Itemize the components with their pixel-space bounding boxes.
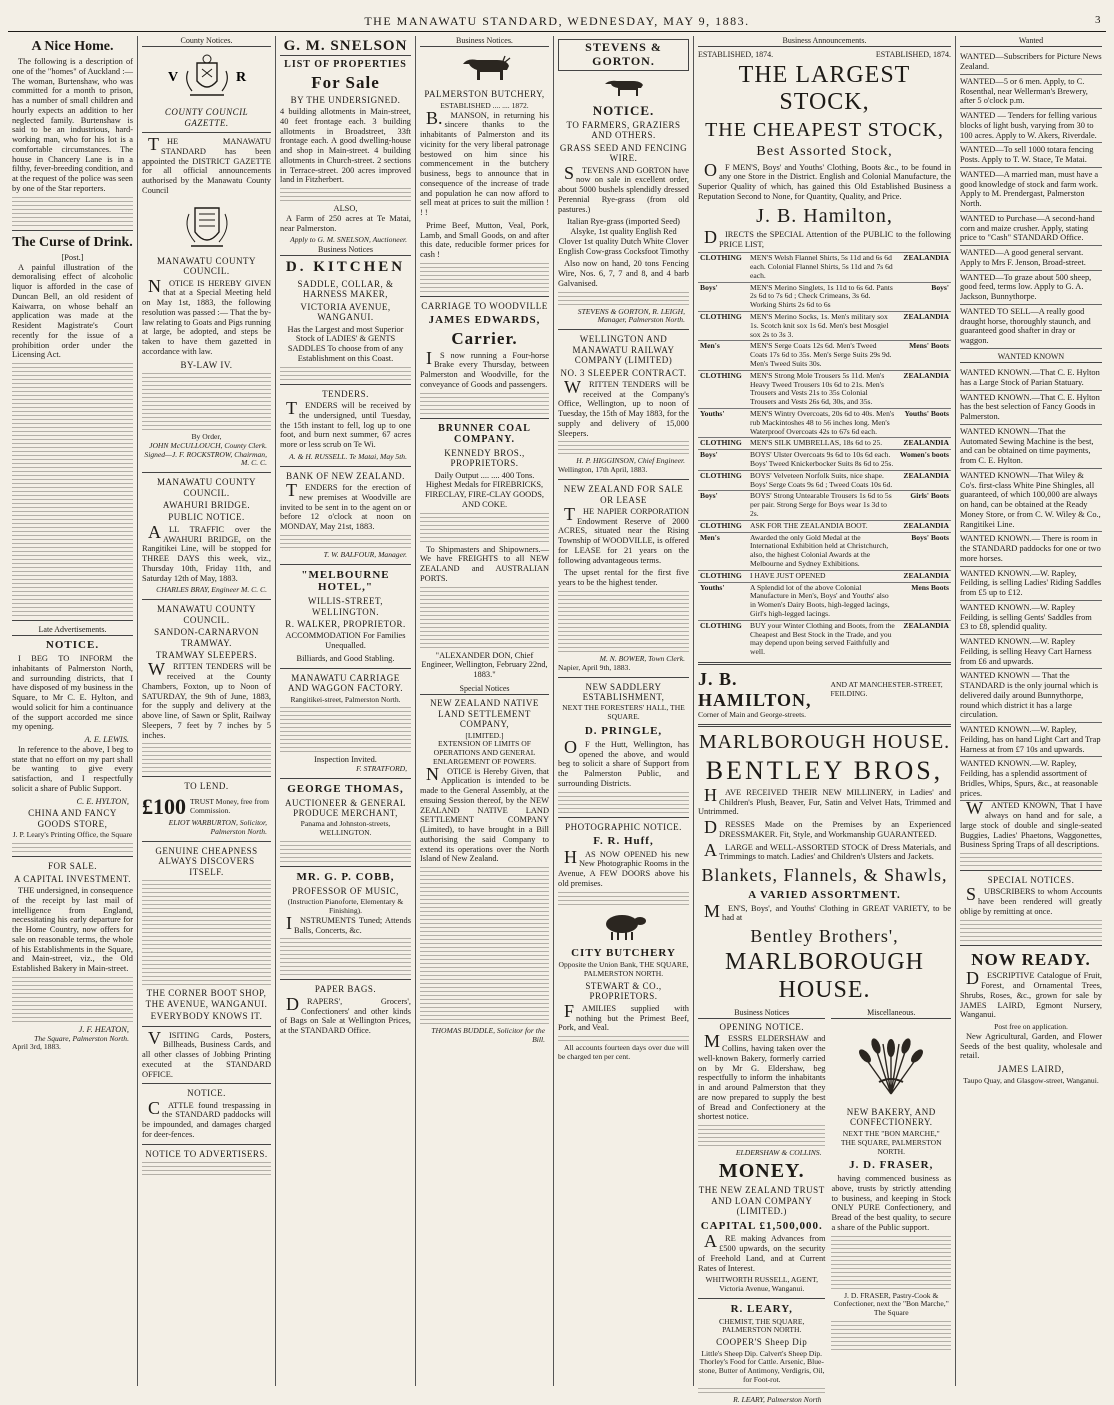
row-label-right: ZEALANDIA — [897, 253, 951, 282]
wanted-ad: WANTED—To graze about 500 sheep, good feed, terms low. Apply to G. A. Jackson, Bunnythorpe. — [960, 271, 1102, 305]
sleeper-contract: NO. 3 SLEEPER CONTRACT. — [560, 367, 687, 378]
melbourne-title: "MELBOURNE HOTEL," — [301, 568, 390, 594]
bon-marche: NEXT THE "BON MARCHE," — [842, 1128, 940, 1138]
row-label-left: CLOTHING — [698, 312, 748, 341]
row-label-left: Youths' — [698, 582, 748, 620]
wanted-known-ad: WANTED KNOWN—That the Automated Sewing Machine is the best, and can be obtained on time payments, from C. E. Hylton. — [960, 425, 1102, 469]
dresses-text: DRESSES Made on the Premises by an Experienced DRESSMAKER. Fit, Style, and Workmanship GUARANTEED. — [704, 817, 951, 839]
foresters-address: NEXT THE FORESTERS' HALL, THE SQUARE. — [562, 703, 685, 722]
opening-notice: OPENING NOTICE. — [719, 1022, 804, 1033]
butchery-established: ESTABLISHED .... .... 1872. — [440, 100, 529, 110]
row-description: Awarded the only Gold Medal at the International Exhibition held at Christchurch, also, the highest Colonial Awards at the Melbourne and Sydney Exhibitions. — [748, 532, 897, 570]
column-3 — [276, 36, 416, 1386]
also-label: ALSO, — [333, 204, 358, 214]
catalogue-text: DESCRIPTIVE Catalogue of Fruit, Forest, and Ornamental Trees, Shrubs, Roses, &c., grown for sale by JAMES LAIRD, Egmont Nursery, Wanganui. — [960, 968, 1102, 1020]
cheapest-stock: THE CHEAPEST STOCK, — [705, 119, 944, 142]
rent-text: The upset rental for the first five years to be the highest tender. — [558, 568, 689, 588]
russell-signature: A. & H. RUSSELL. Te Matai, May 5th. — [289, 451, 407, 461]
cash-text: All accounts fourteen days over due will be charged ten per cent. — [558, 1043, 689, 1061]
higginson-signature: H. P. HIGGINSON, Chief Engineer. — [576, 456, 685, 466]
price-list-row — [698, 312, 951, 341]
wire-text: Also now on hand, 20 tons Fencing Wire, Nos. 6, 7, 7 and 8, and 4 barb Galvanised. — [558, 259, 689, 288]
alexander-don: "ALEXANDER DON, Chief Engineer, Wellington, February 22nd, 1883." — [421, 650, 548, 680]
daily-output: Daily Output .... .... 400 Tons. — [434, 470, 535, 480]
price-list-row — [698, 532, 951, 570]
column-5 — [554, 36, 694, 1386]
printing-office: J. P. Leary's Printing Office, the Square — [12, 830, 133, 840]
bower-signature: M. N. BOWER, Town Clerk. — [599, 653, 685, 663]
union-bank-address: Opposite the Union Bank, THE SQUARE, PALMERSTON NORTH. — [558, 960, 689, 979]
row-description: MEN'S Merino Socks, 1s. Men's military sox 1s. Scotch knit sox 1s 6d. Men's best Mosgiel sox 2s to 3s 3. — [748, 312, 897, 341]
wanted-known-ad: WANTED KNOWN.—W. Rapley, Feilding, has a splendid assortment of Bridles, Whips, Spurs, &c., at reasonable prices. — [960, 757, 1102, 801]
tenders-title: TENDERS. — [322, 388, 369, 399]
butchery-title: PALMERSTON BUTCHERY, — [424, 89, 545, 100]
prime-text: Prime Beef, Mutton, Veal, Pork, Lamb, and Small Goods, on and after this date, reducible former prices for cash ! — [420, 220, 549, 259]
row-description: MEN'S Welsh Flannel Shirts, 5s 11d and 6s 6d each. Colonial Flannel Shirts, 5s 11d and 7s 6d each. — [748, 253, 897, 282]
trust-company: THE NEW ZEALAND TRUST AND LOAN COMPANY (LIMITED.) — [698, 1185, 825, 1217]
seeds-text: New Agricultural, Garden, and Flower Seeds of the best quality, wholesale and retail. — [960, 1031, 1102, 1061]
capital-title: A CAPITAL INVESTMENT. — [13, 873, 132, 884]
seed-list: Italian Rye-grass (imported Seed) Alsyke, 1st quality English Red Clover 1st quality Dutch White Clover English Cow-grass Cocksfoot Timothy — [558, 217, 689, 256]
row-description: BOYS' Strong Untearable Trousers 1s 6d to 5s per pair. Strong Serge for Boys wear 1s 3d to 2s. — [748, 491, 897, 520]
row-label-left: CLOTHING — [698, 470, 748, 491]
business-notices-header-2: Business Notices. — [420, 36, 549, 47]
property-list: 4 building allotments in Main-street, 40 feet frontage each. 3 building allotments in Broadstreet, 33ft frontage each. A good dwelling-house and shop in Main-street. 4 building allotments in Church-street. 2 sections in Terrace-street. 200 acres improved land in Fitzherbert. — [280, 107, 411, 185]
row-description: MEN'S Serge Coats 12s 6d. Men's Tweed Coats 17s 6d to 35s. Men's Serge Suits 29s 9d. Men's Tweed Suits 30s. — [748, 341, 897, 370]
awahuri-title: AWAHURI BRIDGE. — [162, 500, 251, 511]
snelson-title: G. M. SNELSON — [280, 38, 411, 56]
money-title: MONEY. — [718, 1160, 805, 1183]
to-lend-title: TO LEND. — [184, 781, 229, 792]
napier-date: Napier, April 9th, 1883. — [558, 662, 631, 672]
wanted-known-ad: WANTED KNOWN.—That C. E. Hylton has a Large Stock of Parian Statuary. — [960, 366, 1102, 391]
wanted-header: Wanted — [960, 36, 1102, 47]
row-description: BOYS' Velveteen Norfolk Suits, nice shape. Boys' Serge Coats 9s 6d ; Tweed Coats 10s 6d. — [748, 470, 897, 491]
price-list-row — [698, 620, 951, 658]
gazette-text: THE MANAWATU STANDARD has been appointed the DISTRICT GAZETTE for all official announcements authorised by the Manawatu County Council — [142, 134, 271, 195]
council-title-2: MANAWATU COUNTY COUNCIL. — [156, 477, 257, 498]
wheatsheaf-icon — [831, 1023, 951, 1103]
awahuri-text: ALL TRAFFIC over the AWAHURI BRIDGE, on the Rangitikei Line, will be stopped for THREE DAYS this week, viz., Thursday 10th, Friday 11th, and Saturday 12th of May, 1883. — [142, 521, 271, 583]
capital-text: THE undersigned, in consequence of the receipt by last mail of intelligence from England, necessitating his early departure for the Home Country, now offers for sale on reasonable terms, the whole of his Establishments in the Square, and Main-street, viz., the Old Established Bakery in Main-street. — [12, 886, 133, 974]
mccullough-signature: JOHN McCULLOUCH, County Clerk. — [149, 440, 267, 450]
row-description: I HAVE JUST OPENED — [748, 570, 897, 582]
row-label-right: Mens Boots — [897, 582, 951, 620]
dip-list: Little's Sheep Dip. Calvert's Sheep Dip. Thorley's Food for Cattle. Arsenic, Blue-stone, Butter of Antimony, Verdigris, Oil, for Foot-rot. — [698, 1348, 825, 1385]
tenders-text: TENDERS will be received by the undersigned, until Tuesday, the 15th instant to fell, log up to one foot, and burn next summer, 67 acres more or less scrub on Te Wi. — [280, 398, 411, 450]
walker-proprietor: R. WALKER, PROPRIETOR. — [285, 618, 406, 629]
masthead — [8, 14, 1106, 32]
largest-stock: THE LARGEST STOCK, — [738, 61, 911, 116]
business-announcements-header: Business Announcements. — [698, 36, 951, 47]
pringle-text: OF the Hutt, Wellington, has opened the above, and would beg to solicit a share of Support from the Palmerston Public, and surrounding Districts. — [558, 736, 689, 788]
row-description: ASK FOR THE ZEALANDIA BOOT. — [748, 520, 897, 532]
notice-text: I BEG TO INFORM the inhabitants of Palmerston North, and surrounding districts, that I have disposed of my business in the Square, to Mr C. E. Hylton, and would solicit for him a continuance of the support accorded me since my opening. — [12, 654, 133, 732]
leary-title: R. LEARY, — [730, 1302, 793, 1315]
price-list-row — [698, 520, 951, 532]
row-label-left: Men's — [698, 532, 748, 570]
sleepers-title: TRAMWAY SLEEPERS. — [155, 649, 258, 660]
extension-title: EXTENSION OF LIMITS OF OPERATIONS AND GENERAL ENLARGEMENT OF POWERS. — [432, 739, 536, 766]
curse-text: A painful illustration of the demoralising effect of alcoholic liquor is afforded in the case of Duncan Bell, an old resident of Kaiwarra, on whose behalf an application was made at the Resident Magistrate's Court recently for the issue of a prohibition order under the Licensing Act. — [12, 262, 133, 360]
snelson-signature: Apply to G. M. SNELSON, Auctioneer. — [290, 235, 407, 245]
everybody-title: EVERYBODY KNOWS IT. — [150, 1011, 263, 1022]
hylton-text: In reference to the above, I beg to state that no effort on my part shall be wanting to give every satisfaction, and I respectfully solicit a share of Public Support. — [12, 744, 133, 793]
saddlery-title: NEW SADDLERY ESTABLISHMENT, — [582, 681, 665, 702]
railway-title: WELLINGTON AND MANAWATU RAILWAY COMPANY (LIMITED) — [572, 334, 675, 366]
row-label-right: ZEALANDIA — [897, 312, 951, 341]
victoria-address: VICTORIA AVENUE, WANGANUI. — [300, 301, 391, 323]
leary-signature: R. LEARY, Palmerston North — [733, 1394, 822, 1404]
by-order: By Order, — [191, 431, 222, 441]
wanted-ad: WANTED—A good general servant. Apply to Mrs F. Jenson, Broad-street. — [960, 246, 1102, 271]
varied-assortment: A VARIED ASSORTMENT. — [748, 888, 901, 901]
balfour-signature: T. W. BALFOUR, Manager. — [323, 549, 407, 559]
leigh-signature: STEVENS & GORTON, R. LEIGH, Manager, Palmerston North. — [577, 306, 685, 325]
brunner-title: BRUNNER COAL COMPANY. — [438, 422, 531, 446]
wanted-ad: WANTED TO SELL—A really good draught horse, thoroughly staunch, and guaranteed good shafter in dray or waggon. — [960, 305, 1102, 349]
nz-land-text: NOTICE is Hereby Given, that Application is intended to be made to the General Assembly, at the ensuing Session thereof, by the NEW ZEALAND NATIVE LAND SETTLEMENT COMPANY (Limited), to have brought in a Bill authorising the said Company to extend its operations over the North Island of New Zealand. — [420, 763, 549, 864]
row-label-right: Boys' — [897, 282, 951, 311]
column-4 — [416, 36, 554, 1386]
established-left: ESTABLISHED, 1874. — [698, 50, 774, 60]
carrier-title: Carrier. — [451, 328, 518, 348]
best-assorted: Best Assorted Stock, — [756, 144, 893, 160]
county-seal-icon — [142, 200, 271, 252]
row-label-right: ZEALANDIA — [897, 470, 951, 491]
masthead-title: THE MANAWATU STANDARD, WEDNESDAY, MAY 9, 1883. — [364, 14, 750, 28]
price-list-row — [698, 341, 951, 370]
nice-home-title: A Nice Home. — [31, 39, 114, 54]
loans-text: ARE making Advances from £500 upwards, on the security of Freehold Land, and at Current Rates of Interest. — [698, 1231, 826, 1273]
edwards-title: JAMES EDWARDS, — [428, 314, 541, 327]
tramway-title: SANDON-CARNARVON TRAMWAY. — [154, 627, 259, 648]
stevens-text: STEVENS AND GORTON have now on sale in excellent order, about 5000 bushels splendidly dressed Perennial Rye-grass (from old pastures.) — [558, 162, 689, 214]
row-label-left: Boys' — [698, 282, 748, 311]
price-list-row — [698, 409, 951, 438]
poem-text — [142, 892, 271, 985]
warburton-signature: ELIOT WARBURTON, Solicitor, Palmerston North. — [168, 818, 267, 837]
for-sale-title: For Sale — [311, 72, 380, 92]
manchester-address: AND AT MANCHESTER-STREET, FEILDING. — [830, 680, 943, 698]
paper-bags-title: PAPER BAGS. — [314, 984, 377, 995]
column-7 — [956, 36, 1106, 1386]
wanted-ad: WANTED—A married man, must have a good knowledge of stock and farm work. Apply to M. Prendergast, Palmerston North. — [960, 168, 1102, 212]
gazette-title: COUNTY COUNCIL GAZETTE. — [164, 107, 249, 128]
row-label-left: CLOTHING — [698, 438, 748, 450]
medals-text: Highest Medals for FIREBRICKS, FIRECLAY, FIRE-CLAY GOODS, AND COKE. — [425, 480, 544, 509]
buddle-signature: THOMAS BUDDLE, Solicitor for the Bill. — [431, 1026, 545, 1045]
farmers-title: TO FARMERS, GRAZIERS AND OTHERS. — [566, 119, 681, 141]
wellington-date: Wellington, 17th April, 1883. — [558, 465, 648, 475]
stock-intro: OF MEN'S, Boys' and Youths' Clothing, Boots &c., to be found in any one Store in the District. English and Colonial Manufacture, the Superior Quality of which, has gained this Old Established Business a Reputation Second to None, for Quantity, Quality, and Price. — [698, 159, 951, 201]
cobb-title: MR. G. P. COBB, — [296, 871, 395, 884]
bank-text: TENDERS for the erection of new premises at Woodville are invited to be sent in to the agent on or before 12 o'clock at noon on MONDAY, May 21st, 1883. — [280, 480, 411, 532]
thomas-title: GEORGE THOMAS, — [287, 782, 404, 795]
drapers-text: DRAPERS', Grocers', Confectioners' and other kinds of Bags on Sale at Wellington Prices, at the STANDARD Office. — [280, 993, 411, 1036]
wanted-known-ad: WANTED KNOWN.—W. Rapley Feilding, is selling Gents' Saddles from £3 to £8, splendid quality. — [960, 601, 1102, 635]
hamilton-title: J. B. Hamilton, — [756, 204, 893, 227]
genuine-title: GENUINE CHEAPNESS ALWAYS DISCOVERS ITSELF. — [155, 845, 258, 877]
eldershaw-signature: ELDERSHAW & COLLINS. — [735, 1148, 822, 1158]
railway-text: WRITTEN TENDERS will be received at the Company's Office, Wellington, up to noon of Tuesday, the 15th of May 1883, for the supply and delivery of 15,000 Sleepers. — [558, 376, 689, 438]
nz-land-title: NEW ZEALAND NATIVE LAND SETTLEMENT COMPANY, — [430, 698, 539, 730]
sleepers-text: WRITTEN TENDERS will be received at the County Chambers, Foxton, up to Noon of SATURDAY, the 9th of June, 1883, for the supply and delivery at the above line, of Sawn or Split, Railway Sleepers, 7 feet by 7 inches by 5 inches. — [142, 659, 271, 740]
saddle-title: SADDLE, COLLAR, & HARNESS MAKER, — [297, 278, 394, 300]
cattle-icon — [558, 75, 689, 99]
county-notices-header: County Notices. — [142, 36, 271, 47]
large-stock-text: ALARGE and WELL-ASSORTED STOCK of Dress Materials, and Trimmings to match. Ladies' and Children's Ulsters and Jackets. — [704, 839, 951, 862]
bylaw-title: BY-LAW IV. — [180, 359, 233, 370]
huff-text: HAS NOW OPENED his new New Photographic Rooms in the Avenue, A FEW DOORS above his old premises. — [558, 846, 689, 888]
huff-title: F. R. Huff, — [593, 834, 654, 847]
wanted-known-ad: WANTED KNOWN.—W. Rapley, Feilding, is selling Ladies' Riding Saddles from £5 up to £12. — [960, 567, 1102, 601]
heaton-date: April 3rd, 1883. — [12, 1042, 61, 1052]
bank-title: BANK OF NEW ZEALAND. — [286, 470, 405, 481]
carrier-text: IS now running a Four-horse Brake every Thursday, between Palmerston and Woodville, for the conveyance of Goods and passengers. — [420, 347, 549, 389]
instruction-text: (Instruction Pianoforte, Elementary & Finishing). — [287, 897, 404, 916]
miscellaneous-subcolumn — [831, 1008, 951, 1405]
auctioneer-title: AUCTIONEER & GENERAL PRODUCE MERCHANT, — [285, 797, 406, 819]
woodville-title: CARRIAGE TO WOODVILLE — [421, 300, 548, 311]
council-title-3: MANAWATU COUNTY COUNCIL. — [156, 604, 257, 625]
special-notices-header: Special Notices — [420, 684, 549, 695]
cattle-text: CATTLE found trespassing in the STANDARD paddocks will be impounded, and damages charged for deer-fences. — [142, 1097, 271, 1139]
row-description: BUY your Winter Clothing and Boots, from the Cheapest and Best Stock in the Trade, and you may depend upon being served Faithfully and well. — [748, 620, 897, 658]
row-description: A Splendid lot of the above Colonial Manufacture in Men's, Boys' and Youths' also in Women's Dairy Boots, high-legged lacings, Girl's high-legged lacings. — [748, 582, 897, 620]
row-label-right: ZEALANDIA — [897, 438, 951, 450]
row-label-right: ZEALANDIA — [897, 370, 951, 408]
row-label-right: ZEALANDIA — [897, 520, 951, 532]
page-number: 3 — [1095, 14, 1102, 26]
wanted-known-ad: WANTED KNOWN — That the STANDARD is the only journal which is delivered daily around Bunnythorpe, round which district it has a large circulation. — [960, 669, 1102, 723]
sale-lease-title: NEW ZEALAND FOR SALE OR LEASE — [563, 484, 684, 505]
instruments-text: INSTRUMENTS Tuned; Attends Balls, Concerts, &c. — [286, 912, 411, 935]
row-label-right: Girls' Boots — [897, 491, 951, 520]
columns — [8, 36, 1106, 1404]
row-label-left: Men's — [698, 341, 748, 370]
svg-text:V: V — [167, 70, 178, 86]
price-list-row — [698, 370, 951, 408]
row-label-left: CLOTHING — [698, 253, 748, 282]
capital-amount: CAPITAL £1,500,000. — [700, 1219, 823, 1232]
council-title: MANAWATU COUNTY COUNCIL. — [156, 255, 257, 277]
row-label-left: Boys' — [698, 491, 748, 520]
wanted-known-ad: WANTED KNOWN—That Wiley & Co's. first-class White Pine Shingles, all guaranteed, of which 100,000 are always on hand, can be obtained at the Ready Money Store, or from C. W. Wiley & Co., Rangitikei Line. — [960, 469, 1102, 533]
families-text: FAMILIES supplied with nothing but the Primest Beef, Pork, and Veal. — [558, 1000, 689, 1033]
hamilton-big: J. B. HAMILTON, — [698, 668, 812, 710]
wanted-known-ad: WANTED KNOWN.— There is room in the STANDARD paddocks for one or two more horses. — [960, 532, 1102, 566]
hylton-signature: C. E. HYLTON, — [76, 796, 129, 806]
napier-text: THE NAPIER CORPORATION Endowment Reserve of 2000 ACRES, situated near the Rising Township of WOODVILLE, is offered for LEASE for 21 years on the following advantageous terms. — [558, 503, 689, 565]
whitworth-agent: WHITWORTH RUSSELL, AGENT, Victoria Avenue, Wanganui. — [705, 1275, 818, 1294]
blankets-title: Blankets, Flannels, & Shawls, — [701, 865, 948, 886]
business-notices-header-3: Business Notices — [698, 1008, 825, 1019]
now-ready-title: NOW READY. — [971, 949, 1091, 969]
inspection-text: Inspection Invited. — [314, 755, 377, 765]
laird-signature: JAMES LAIRD, — [997, 1064, 1065, 1075]
row-label-right: ZEALANDIA — [897, 570, 951, 582]
stewart-title: STEWART & CO., PROPRIETORS. — [585, 981, 662, 1002]
price-list-row — [698, 582, 951, 620]
advertisers-notice: NOTICE TO ADVERTISERS. — [145, 1148, 268, 1159]
sheep-icon — [558, 909, 689, 943]
wanted-known-header: WANTED KNOWN — [960, 352, 1102, 363]
row-label-left: CLOTHING — [698, 570, 748, 582]
photo-title: PHOTOGRAPHIC NOTICE. — [565, 821, 682, 832]
row-label-left: CLOTHING — [698, 620, 748, 658]
lend-text: TRUST Money, free from Commission. — [190, 796, 270, 815]
price-list-row — [698, 438, 951, 450]
sale-title: FOR SALE. — [47, 861, 97, 872]
pringle-title: D. PRINGLE, — [584, 725, 663, 738]
row-label-left: Boys' — [698, 450, 748, 471]
wanted-known-ad: WANTED KNOWN.—That C. E. Hylton has the best selection of Fancy Goods in Palmerston. — [960, 391, 1102, 425]
bentley-text: HAVE RECEIVED THEIR NEW MILLINERY, in Ladies' and Children's Plush, Beaver, Fur, Satin and Velvet Hats, Trimmed and Untrimmed. — [698, 784, 951, 817]
price-list-row — [698, 450, 951, 471]
carriage-factory-title: MANAWATU CARRIAGE AND WAGGON FACTORY. — [287, 672, 404, 694]
bentley-title: BENTLEY BROS, — [705, 755, 944, 785]
price-list-row — [698, 253, 951, 282]
mens-clothing-text: MEN'S, Boys', and Youths' Clothing in GREAT VARIETY, to be had at — [704, 900, 951, 923]
new-bakery-title: NEW BAKERY, AND CONFECTIONERY. — [846, 1107, 936, 1128]
kennedy-title: KENNEDY BROS., PROPRIETORS. — [444, 447, 525, 469]
row-label-right: Women's boots — [897, 450, 951, 471]
manson-text: B.MANSON, in returning his sincere thanks to the inhabitants of Palmerston and its vicinity for the very liberal patronage bestowed on him since his commencement in the butchery business, begs to announce that in consequence of the increase of trade and population he can now afford to sell meat at prices to suit the million ! ! ! — [420, 107, 549, 217]
bull-icon — [420, 51, 549, 85]
svg-text:R: R — [235, 70, 246, 86]
business-notices-header: Business Notices — [280, 245, 411, 256]
price-list-table — [698, 252, 951, 658]
column-6 — [694, 36, 956, 1404]
wanted-ad: WANTED—5 or 6 men. Apply, to C. Rosenthal, near Wellerman's Brewery, after 5 o'clock p.m. — [960, 75, 1102, 109]
marlborough-house-2: MARLBOROUGH HOUSE. — [724, 949, 924, 1003]
column-2 — [138, 36, 276, 1386]
column-1 — [8, 36, 138, 1386]
price-list-row — [698, 491, 951, 520]
heaton-signature: J. F. HEATON, — [78, 1024, 129, 1034]
row-label-left: CLOTHING — [698, 370, 748, 408]
miscellaneous-header: Miscellaneous. — [831, 1008, 951, 1019]
row-label-right: ZEALANDIA — [897, 620, 951, 658]
public-notice-title: PUBLIC NOTICE. — [168, 512, 245, 523]
row-description: MEN'S Wintry Overcoats, 20s 6d to 40s. Men's rub Mackintoshes 48 to 56 inches long. Men's Waterproof Overcoats 42s to 67s 6d each. — [748, 409, 897, 438]
china-store: CHINA AND FANCY GOODS STORE, — [28, 808, 117, 829]
fraser-text: having commenced business as above, trusts by strictly attending to business, and keeping in Stock ONLY PURE Confectionery, and Bread of the best quality, to secure a share of the Public support. — [831, 1174, 951, 1232]
corner-address: Corner of Main and George-streets. — [698, 709, 807, 719]
established-right: ESTABLISHED, 1874. — [875, 50, 951, 60]
row-description: BOYS' Ulster Overcoats 9s 6d to 10s 6d each. Boys' Tweed Knickerbocker Suits 8s 6d to 25s. — [748, 450, 897, 471]
laird-address: Taupo Quay, and Glasgow-street, Wanganui. — [963, 1075, 1099, 1085]
nz-land-limited: [LIMITED.] — [465, 730, 504, 740]
late-ads-header: Late Advertisements. — [12, 625, 133, 636]
row-label-right: Youths' Boots — [897, 409, 951, 438]
coat-of-arms-icon — [142, 51, 271, 103]
professor-title: PROFESSOR OF MUSIC, — [292, 885, 399, 896]
directs-text: DIRECTS the SPECIAL Attention of the PUBLIC to the following PRICE LIST, — [704, 226, 951, 249]
wanted-ad: WANTED—To sell 1000 totara fencing Posts. Apply to T. W. Stace, Te Matai. — [960, 143, 1102, 168]
notice2-title: NOTICE. — [187, 1088, 226, 1099]
price-list-row — [698, 470, 951, 491]
notice-title: NOTICE. — [45, 639, 100, 652]
wanted-ad: WANTED—Subscribers for Picture News Zealand. — [960, 50, 1102, 75]
fraser-title: J. D. FRASER, — [849, 1159, 934, 1172]
lend-amount: £100 — [142, 793, 186, 819]
row-label-left: CLOTHING — [698, 520, 748, 532]
row-description: MEN'S Strong Mole Trousers 5s 11d. Men's Heavy Tweed Trousers 10s 6d to 21s. Men's Trousers and Vests 21s to 35s Colonial Trousers and Vests 26s 6d, 30s, and 35s. — [748, 370, 897, 408]
stevens-notice: NOTICE. — [592, 102, 655, 118]
saddle-text: Has the Largest and most Superior Stock of LADIES' & GENTS SADDLES To choose from of any Establishment on this Coast. — [287, 324, 404, 363]
wanted-ad: WANTED — Tenders for felling various blocks of light bush, varying from 30 to 100 acres. Apply to W. Akers, Riverdale. — [960, 109, 1102, 143]
wanted-list — [960, 50, 1102, 349]
wanted-ad: WANTED to Purchase—A second-hand corn and maize crusher. Apply, stating price to "Cash" STANDARD Office. — [960, 212, 1102, 246]
row-description: MEN'S Merino Singlets, 1s 11d to 6s 6d. Pants 2s 6d to 7s 6d ; Check Crimeans, 3s 6d. Working Shirts 2s 6d to 6s — [748, 282, 897, 311]
special-notices-title: SPECIAL NOTICES. — [987, 875, 1075, 886]
shipment-text: To Shipmasters and Shipowners.— We have FREIGHTS to all NEW ZEALAND and AUSTRALIAN PORTS. — [420, 544, 549, 583]
subscribers-text: SUBSCRIBERS to whom Accounts have been rendered will greatly oblige by remitting at once. — [960, 884, 1102, 916]
row-label-left: Youths' — [698, 409, 748, 438]
chemist-address: CHEMIST, THE SQUARE, PALMERSTON NORTH. — [719, 1316, 805, 1335]
farm-text: A Farm of 250 acres at Te Matai, near Palmerston. — [280, 213, 411, 233]
cooper-sheep-dip: COOPER'S Sheep Dip — [716, 1337, 808, 1348]
post-free: Post free on application. — [994, 1022, 1068, 1032]
nice-home-text: The following is a description of one of the "homes" of Auckland :—The woman, Burtenshaw, who was committed for a month to prison, has a number of small children and hourly expects an addition to her neglected family. Burtenshaw is said to be an industrious, hard-working man, who for his lot is a comfortable circumstances. The house in Chancery Lane is in a filthy, fever-breeding condition, and at the request of the police was seen by one of the Star reporters. — [12, 57, 133, 193]
rockstrow-signature: Signed—J. F. ROCKSTROW, Chairman, M. C. C. — [144, 449, 267, 468]
heaton-address: The Square, Palmerston North. — [34, 1033, 129, 1043]
wanted-known-list — [960, 366, 1102, 801]
corner-boot-title: THE CORNER BOOT SHOP, THE AVENUE, WANGANUI. — [145, 988, 268, 1009]
buggies-text: WANTED KNOWN, That I have always on hand and for sale, a large stock of double and single-seated Buggies, Ladies' Phaetons, Waggonettes, Business Spring Traps of all descriptions. — [960, 798, 1102, 850]
wanted-known-ad: WANTED KNOWN.—W. Rapley Feilding, is selling Heavy Cart Harness from £6 and upwards. — [960, 635, 1102, 669]
accommodation-text: ACCOMMODATION For Families Unequalled. — [285, 631, 406, 651]
list-of-properties: LIST OF PROPERTIES — [284, 59, 407, 71]
business-notices-subcolumn — [698, 1008, 825, 1405]
rangitikei-address: Rangitikei-street, Palmerston North. — [290, 694, 401, 704]
grass-title: GRASS SEED AND FENCING WIRE. — [559, 142, 688, 164]
row-label-right: Mens' Boots — [897, 341, 951, 370]
undersigned: BY THE UNDERSIGNED. — [290, 94, 401, 105]
square-address: THE SQUARE, PALMERSTON NORTH. — [840, 1137, 942, 1156]
council-text: NOTICE IS HEREBY GIVEN that at a Special Meeting held on May 1st, 1883, the following resolution was passed :— That the by-law relating to Goats and Pigs running at large, be adopted, and steps be taken to have them gazetted in accordance with law. — [142, 275, 271, 356]
stratford-signature: F. STRATFORD, — [356, 764, 407, 774]
city-butchery-title: CITY BUTCHERY — [571, 946, 676, 959]
willis-street: WILLIS-STREET, WELLINGTON. — [307, 596, 384, 617]
stevens-gorton-title: STEVENS & GORTON. — [558, 39, 689, 71]
curse-source: [Post.] — [61, 252, 84, 262]
bray-signature: CHARLES BRAY, Engineer M. C. C. — [156, 585, 267, 595]
cards-text: VISITING Cards, Posters, Billheads, Business Cards, and all other classes of Jobbing Printing executed at the STANDARD OFFICE. — [142, 1027, 271, 1079]
price-list-row — [698, 570, 951, 582]
fraser-address: J. D. FRASER, Pastry-Cook & Confectioner, next the "Bon Marche," The Square — [833, 1290, 949, 1318]
bentley-brothers: Bentley Brothers', — [750, 926, 899, 947]
notice-signature: A. E. LEWIS. — [84, 735, 129, 745]
wanted-known-ad: WANTED KNOWN.—W. Rapley, Feilding, has on hand Light Cart and Trap Harness at from £7 10s and upwards. — [960, 723, 1102, 757]
eldershaw-text: MESSRS ELDERSHAW and Collins, having taken over the well-known Bakery, formerly carried on by Mr G. Eldershaw, beg respectfully to inform the inhabitants in and around Palmerston that they are now prepared to supply the best of Bread and Confectionery at the shortest notice. — [698, 1031, 826, 1122]
kitchen-title: D. KITCHEN — [285, 259, 406, 276]
marlborough-title: MARLBOROUGH HOUSE. — [698, 730, 951, 753]
billiards-text: Billiards, and Good Stabling. — [296, 653, 395, 663]
price-list-row — [698, 282, 951, 311]
panama-address: Panama and Johnston-streets, WELLINGTON. — [300, 819, 391, 838]
row-description: MEN'S SILK UMBRELLAS, 18s 6d to 25. — [748, 438, 897, 450]
curse-title: The Curse of Drink. — [12, 234, 133, 250]
row-label-right: Boys' Boots — [897, 532, 951, 570]
